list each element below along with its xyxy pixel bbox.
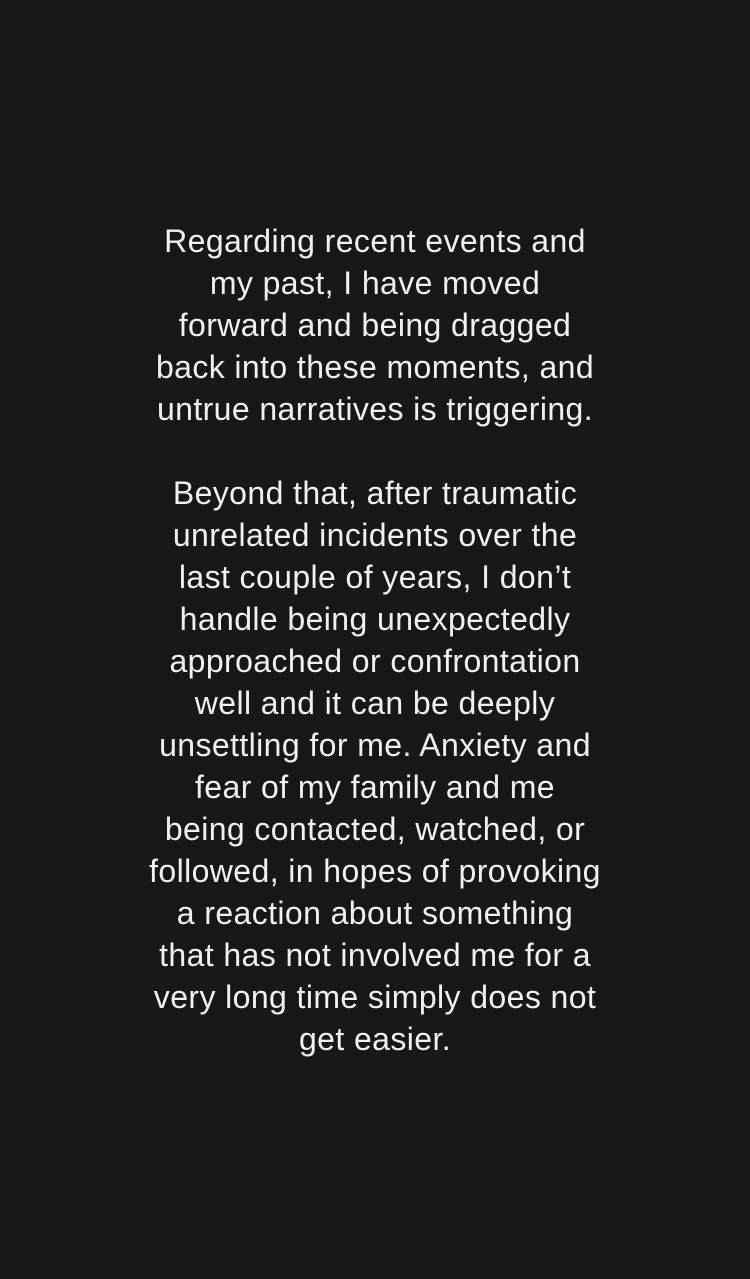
text-line: my past, I have moved [209, 264, 541, 301]
text-line: handle being unexpectedly [179, 600, 571, 637]
text-line: fear of my family and me [195, 768, 555, 805]
text-line: well and it can be deeply [194, 684, 556, 721]
text-line: approached or confrontation [169, 642, 581, 679]
text-line: followed, in hopes of provoking [149, 852, 601, 889]
text-line: Regarding recent events and [164, 222, 586, 259]
story-paragraph-2 [95, 472, 655, 1060]
text-line: last couple of years, I don’t [178, 558, 572, 595]
text-line: get easier. [298, 1020, 452, 1057]
text-line: forward and being dragged [178, 306, 572, 343]
story-paragraph-1 [95, 220, 655, 430]
text-line: Beyond that, after traumatic [172, 474, 578, 511]
text-line: back into these moments, and [155, 348, 595, 385]
text-line: unrelated incidents over the [172, 516, 578, 553]
story-text-block [95, 220, 655, 1060]
text-line: that has not involved me for a [159, 936, 591, 973]
text-line: a reaction about something [176, 894, 574, 931]
text-line: being contacted, watched, or [164, 810, 586, 847]
text-line: very long time simply does not [153, 978, 597, 1015]
text-line: untrue narratives is triggering. [156, 390, 594, 427]
text-line: unsettling for me. Anxiety and [159, 726, 591, 763]
